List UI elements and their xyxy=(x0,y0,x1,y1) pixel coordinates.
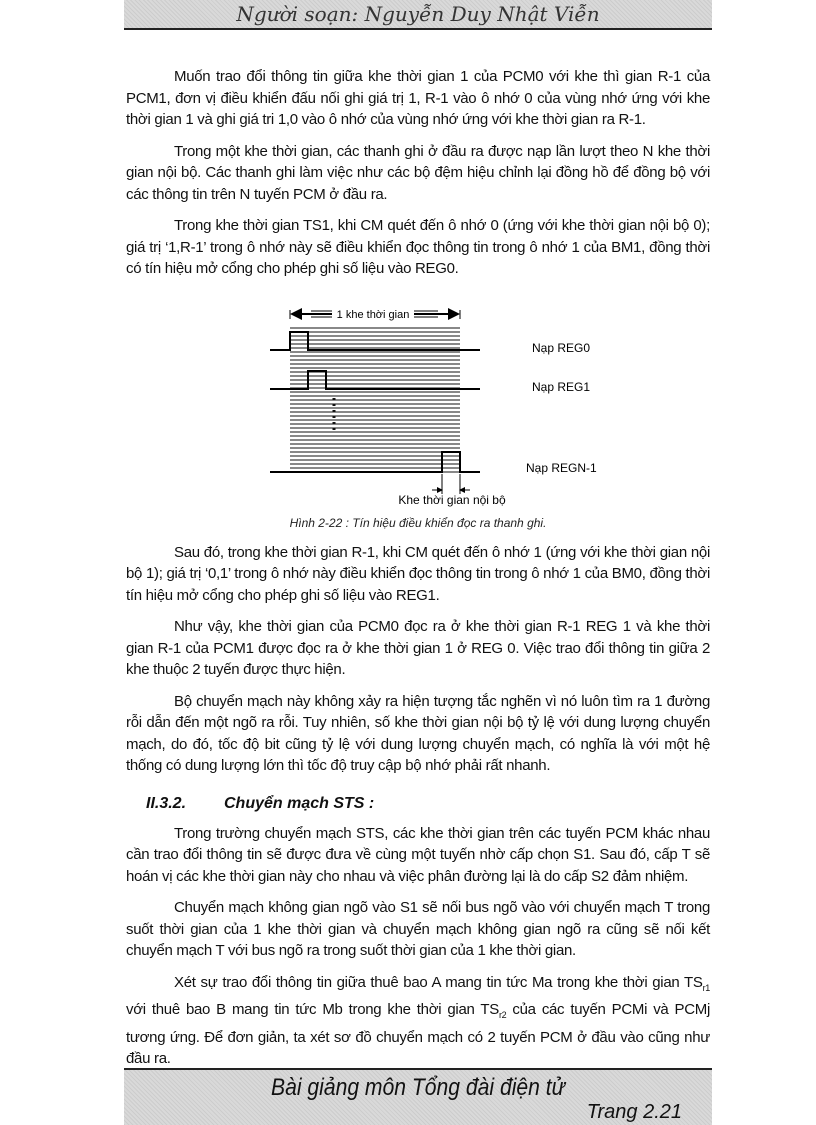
section-title: Chuyển mạch STS : xyxy=(224,794,375,812)
label-reg1: Nạp REG1 xyxy=(532,379,591,394)
paragraph-6: Bộ chuyển mạch này không xảy ra hiện tượng tắc nghẽn vì nó luôn tìm ra 1 đường rỗi dẫn đến một ngõ ra rỗi. Tuy nhiên, số khe thời gian nội bộ tỷ lệ với dung lượng chuyển mạch, do đó, tốc độ bit cũng tỷ lệ với dung lượng chuyển mạch, có nghĩa là với một hệ thống có dung lượng lớn thì tốc độ truy cập bộ nhớ phải rất nhanh. xyxy=(126,692,710,774)
paragraph-1: Muốn trao đổi thông tin giữa khe thời gian 1 của PCM0 với khe thì gian R-1 của PCM1, đơn vị điều khiển đấu nối ghi giá trị 1, R-1 vào ô nhớ 0 của vùng nhớ ứng với khe thời gian 1 và ghi giá tri 1,0 vào ô nhớ của vùng nhớ ứng với khe thời gian ra R-1. xyxy=(126,68,710,128)
page-content xyxy=(126,66,710,1080)
figure-caption: Hình 2-22 : Tín hiệu điều khiển đọc ra thanh ghi. xyxy=(289,515,547,530)
paragraph-2: Trong một khe thời gian, các thanh ghi ở đầu ra được nạp lần lượt theo N khe thời gian nội bộ. Các thanh ghi làm việc như các bộ đệm hiệu chỉnh lại đồng hồ để đồng bộ với các thông tin trên N tuyến PCM ở đầu ra. xyxy=(126,142,710,203)
pulse-reg0 xyxy=(270,332,480,350)
paragraph-9: Xét sự trao đổi thông tin giữa thuê bao A mang tin tức Ma trong khe thời gian $TS_{r1}$ với thuê bao B mang tin tức Mb trong khe thời gian $TS_{r2}$ của các tuyến PCMi và PCMj tương ứng. Để đơn giản, ta xét sơ đồ chuyển mạch có 2 tuyến PCM ở đầu vào cũng như đầu ra. xyxy=(126,973,710,1067)
internal-slot-marker xyxy=(432,474,470,494)
header-author: Người soạn: Nguyễn Duy Nhật Viễn xyxy=(236,2,600,26)
slot-label: 1 khe thời gian xyxy=(336,308,410,321)
label-reg0: Nạp REG0 xyxy=(532,340,591,355)
pulse-regn xyxy=(270,452,480,472)
page-footer xyxy=(124,1068,712,1125)
footer-page-number: Trang 2.21 xyxy=(586,1101,682,1123)
paragraph-8: Chuyển mạch không gian ngõ vào S1 sẽ nối bus ngõ vào với chuyển mạch T trong suốt thời gian của 1 khe thời gian và chuyển mạch không gian ngõ ra cũng sẽ nối kết chuyển mạch T với bus ngõ ra trong suốt thời gian của 1 khe thời gian. xyxy=(126,899,710,959)
page-header xyxy=(124,0,712,30)
timing-diagram xyxy=(126,290,710,508)
paragraph-5: Như vậy, khe thời gian của PCM0 đọc ra ở khe thời gian R-1 REG 1 và khe thời gian R-1 của PCM1 được đọc ra ở khe thời gian 1 ở REG 0. Việc trao đổi thông tin giữa 2 khe thuộc 2 tuyến được thực hiện. xyxy=(126,618,710,678)
slot-dimension-marker xyxy=(290,309,460,321)
footer-course-title: Bài giảng môn Tổng đài điện tử xyxy=(270,1074,566,1101)
paragraph-7: Trong trường chuyển mạch STS, các khe thời gian trên các tuyến PCM khác nhau cần trao đổi thông tin sẽ được đưa về cùng một tuyến nhờ cấp chọn S1. Sau đó, cấp T sẽ hoán vị các khe thời gian này cho nhau và việc phân đường lại là do cấp S2 đảm nhiệm. xyxy=(126,824,710,885)
section-heading xyxy=(126,795,710,813)
paragraph-4: Sau đó, trong khe thời gian R-1, khi CM quét đến ô nhớ 1 (ứng với khe thời gian nội bộ 1); giá trị ‘0,1’ trong ô nhớ này điều khiển đọc thông tin trong ô nhớ 1 của BM0, đồng thời tín hiệu mở cổng cho phép ghi số liệu vào REG1. xyxy=(126,543,710,604)
paragraph-3: Trong khe thời gian TS1, khi CM quét đến ô nhớ 0 (ứng với khe thời gian nội bộ 0); giá trị ‘1,R-1’ trong ô nhớ này sẽ điều khiển đọc thông tin trong ô nhớ 1 của BM1, đồng thời có tín hiệu mở cổng cho phép ghi số liệu vào REG0. xyxy=(126,217,710,277)
section-number: II.3.2. xyxy=(146,794,187,812)
label-regn: Nạp REGN-1 xyxy=(526,460,597,475)
label-internal-slot: Khe thời gian nội bộ xyxy=(398,492,506,507)
